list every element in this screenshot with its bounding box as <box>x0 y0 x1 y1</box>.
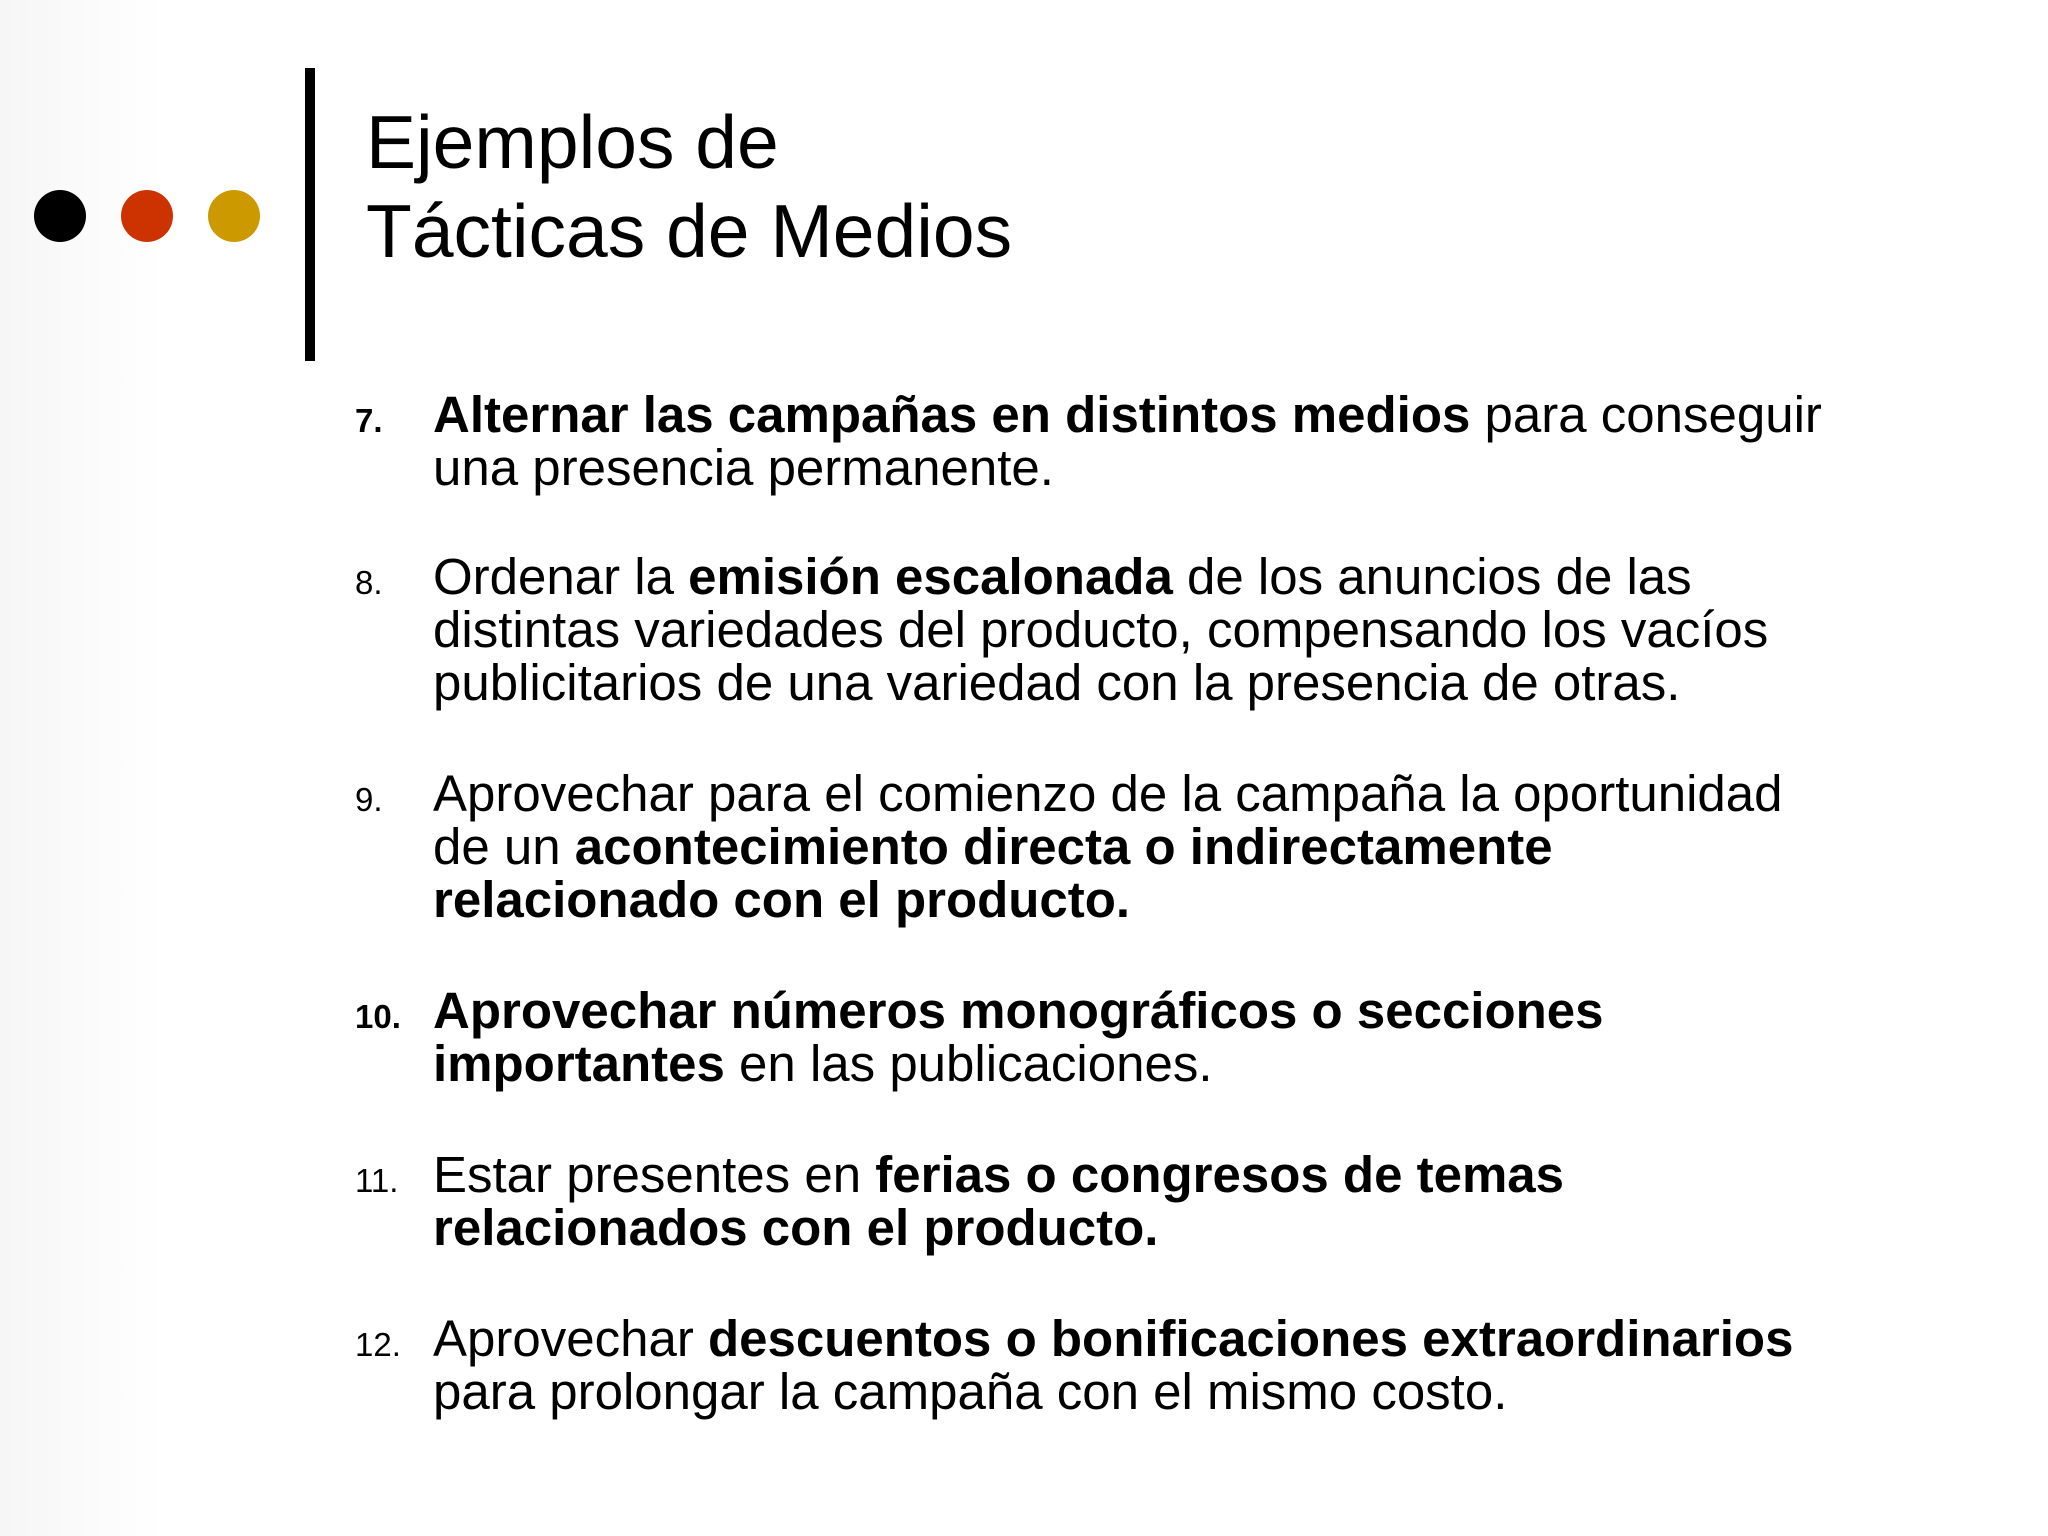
vertical-divider <box>305 68 315 361</box>
red-dot-icon <box>121 190 173 242</box>
bold-text: acontecimiento directa o indirectamente <box>574 818 1553 875</box>
slide-title <box>366 98 1012 276</box>
text: de los anuncios de las <box>1172 548 1692 605</box>
bold-text: Aprovechar números monográficos o secciones <box>433 982 1604 1039</box>
list-item <box>355 550 2015 709</box>
list-item <box>355 388 2015 494</box>
list-item-line <box>433 873 2015 926</box>
list-item <box>355 767 2015 926</box>
list-item-line <box>433 984 2015 1037</box>
list-item-line <box>433 603 2015 656</box>
list-item <box>355 1312 2015 1418</box>
list-item-number: 10. <box>355 998 401 1035</box>
bold-text: relacionado con el producto. <box>433 871 1131 928</box>
list-item-number: 11. <box>355 1162 399 1199</box>
text: distintas variedades del producto, compensando los vacíos <box>433 601 1769 658</box>
list-item-line <box>433 820 2015 873</box>
list-item-line <box>433 1037 2015 1090</box>
text: Estar presentes en <box>433 1146 876 1203</box>
bold-text: emisión escalonada <box>688 548 1173 605</box>
list-item-line <box>433 1201 2015 1254</box>
list-item <box>355 984 2015 1090</box>
text: para conseguir <box>1470 386 1822 443</box>
text: de un <box>433 818 575 875</box>
list-item-line <box>433 441 2015 494</box>
list-item-line <box>433 1148 2015 1201</box>
list-item <box>355 1148 2015 1254</box>
slide-title-line-1: Ejemplos de <box>366 100 779 184</box>
list-item-line <box>433 550 2015 603</box>
list-item-line <box>433 1312 2015 1365</box>
list-item-line <box>433 656 2015 709</box>
tactics-list <box>355 388 2015 1476</box>
text: publicitarios de una variedad con la presencia de otras. <box>433 654 1681 711</box>
bold-text: relacionados con el producto. <box>433 1199 1159 1256</box>
text: Aprovechar <box>433 1310 708 1367</box>
bold-text: ferias o congresos de temas <box>875 1146 1565 1203</box>
list-item-number: 9. <box>355 781 383 818</box>
list-item-line <box>433 1365 2015 1418</box>
text: Ordenar la <box>433 548 689 605</box>
bold-text: descuentos o bonificaciones extraordinarios <box>707 1310 1794 1367</box>
text: para prolongar la campaña con el mismo costo. <box>433 1363 1508 1420</box>
list-item-line <box>433 767 2015 820</box>
list-item-number: 7. <box>355 402 383 439</box>
slide-title-line-2: Tácticas de Medios <box>366 189 1013 273</box>
bold-text: importantes <box>433 1035 725 1092</box>
list-item-number: 8. <box>355 564 383 601</box>
text: en las publicaciones. <box>724 1035 1213 1092</box>
text: una presencia permanente. <box>433 439 1054 496</box>
bold-text: Alternar las campañas en distintos medios <box>433 386 1471 443</box>
list-item-line <box>433 388 2015 441</box>
text: Aprovechar para el comienzo de la campaña la oportunidad <box>433 765 1783 822</box>
list-item-number: 12. <box>355 1326 401 1363</box>
black-dot-icon <box>34 190 86 242</box>
gold-dot-icon <box>208 190 260 242</box>
